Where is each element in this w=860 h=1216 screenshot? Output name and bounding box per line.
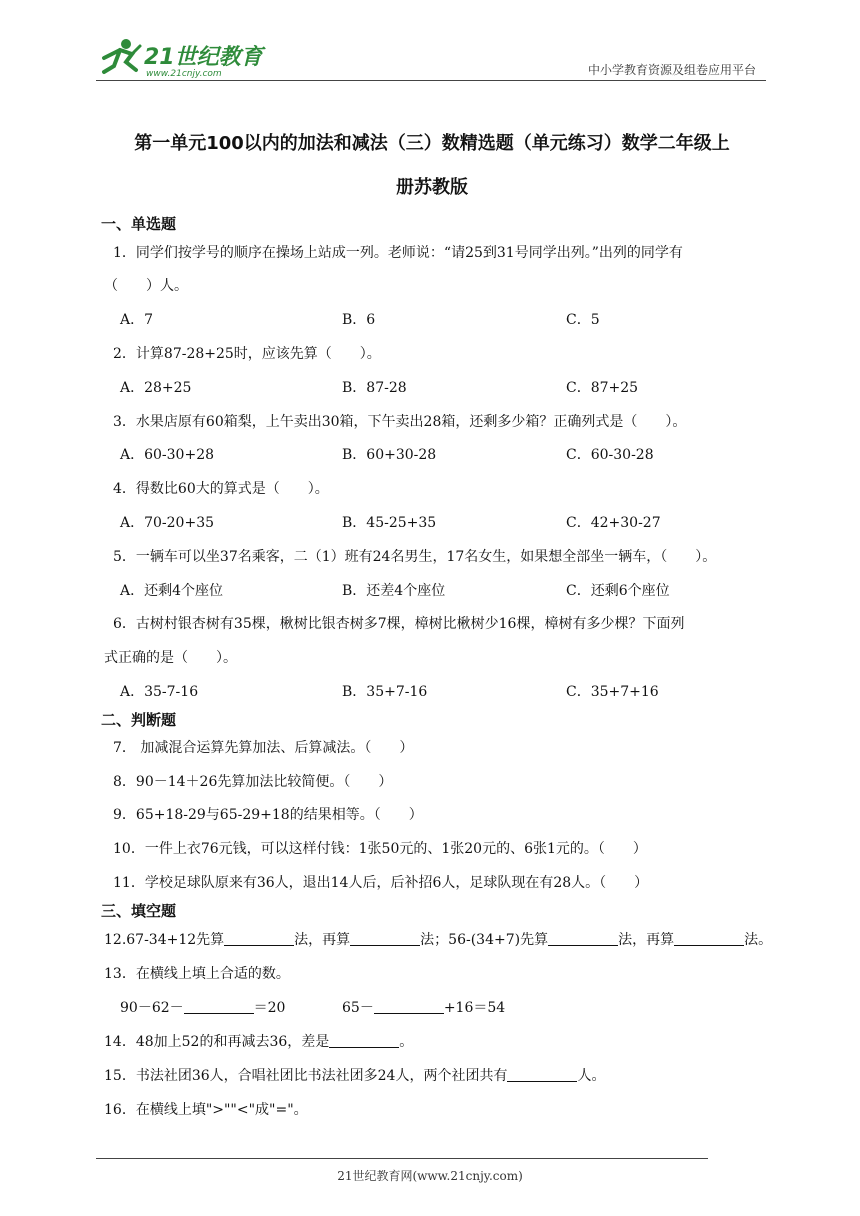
q4-option-a[interactable]: A．70-20+35 [120, 515, 215, 531]
q1-option-c[interactable]: C．5 [566, 312, 600, 328]
question-3: 3．水果店原有60箱梨，上午卖出30箱，下午卖出28箱，还剩多少箱？正确列式是（ ）。 [113, 414, 687, 430]
fill-12-text: 法，再算 [618, 932, 675, 948]
equation-text: 65－ [342, 1000, 374, 1016]
judgment-7: 7． 加减混合运算先算加法、后算减法。（ ） [113, 740, 414, 756]
q5-option-a[interactable]: A．还剩4个座位 [120, 583, 224, 599]
q2-option-a[interactable]: A．28+25 [120, 380, 192, 396]
fill-13-equation-2 [342, 997, 505, 1017]
judgment-9: 9．65+18-29与65-29+18的结果相等。（ ） [113, 807, 423, 823]
section-heading-true-false: 二、判断题 [101, 711, 177, 729]
fill-13-blank-1[interactable] [184, 999, 254, 1014]
fill-12-blank-2[interactable] [350, 931, 420, 946]
q4-option-b[interactable]: B．45-25+35 [342, 515, 437, 531]
question-1-line2: （ ）人。 [104, 278, 188, 294]
fill-14 [104, 1031, 413, 1051]
judgment-8: 8．90－14＋26先算加法比较简便。（ ） [113, 774, 393, 790]
equation-text: +16＝54 [443, 1000, 506, 1016]
equation-text: 90－62－ [120, 1000, 184, 1016]
question-4: 4．得数比60大的算式是（ ）。 [113, 481, 329, 497]
q3-option-a[interactable]: A．60-30+28 [120, 447, 215, 463]
fill-13-equation-1 [120, 997, 285, 1017]
fill-14-blank[interactable] [329, 1033, 399, 1048]
fill-12 [104, 929, 772, 949]
fill-15-text: 人。 [577, 1068, 606, 1084]
question-1-line1: 1．同学们按学号的顺序在操场上站成一列。老师说：“请25到31号同学出列。”出列的同学有 [113, 245, 683, 261]
judgment-11: 11．学校足球队原来有36人，退出14人后，后补招6人，足球队现在有28人。（ ） [113, 875, 649, 891]
section-heading-single-choice: 一、单选题 [101, 215, 177, 233]
equation-text: ＝20 [253, 1000, 286, 1016]
q3-option-c[interactable]: C．60-30-28 [566, 447, 654, 463]
fill-12-blank-4[interactable] [674, 931, 744, 946]
page-title: 第一单元100以内的加法和减法（三）数精选题（单元练习）数学二年级上 [134, 133, 730, 154]
fill-15-blank[interactable] [507, 1067, 577, 1082]
page-title-line2: 册苏教版 [396, 177, 468, 198]
platform-label: 中小学教育资源及组卷应用平台 [587, 63, 756, 77]
svg-text:www.21cnjy.com: www.21cnjy.com [146, 69, 222, 79]
question-6-line2: 式正确的是（ ）。 [104, 650, 237, 666]
q2-option-c[interactable]: C．87+25 [566, 380, 639, 396]
q6-option-a[interactable]: A．35-7-16 [120, 684, 199, 700]
fill-12-text: 法；56-(34+7)先算 [420, 932, 549, 948]
judgment-10: 10．一件上衣76元钱，可以这样付钱：1张50元的、1张20元的、6张1元的。（ ） [113, 841, 647, 857]
q5-option-b[interactable]: B．还差4个座位 [342, 583, 446, 599]
q4-option-c[interactable]: C．42+30-27 [566, 515, 661, 531]
svg-text:21世纪教育: 21世纪教育 [144, 45, 263, 70]
fill-15 [104, 1065, 605, 1085]
section-heading-fill-in: 三、填空题 [101, 902, 177, 920]
runner-logo-icon [96, 36, 266, 80]
fill-13: 13．在横线上填上合适的数。 [104, 966, 290, 982]
q1-option-a[interactable]: A．7 [120, 312, 154, 328]
header-divider [96, 80, 766, 81]
fill-12-text: 12.67-34+12先算 [104, 932, 225, 948]
fill-12-text: 法。 [744, 932, 773, 948]
q2-option-b[interactable]: B．87-28 [342, 380, 407, 396]
fill-14-text: 。 [399, 1034, 414, 1050]
fill-13-blank-2[interactable] [374, 999, 444, 1014]
footer-text: 21世纪教育网(www.21cnjy.com) [337, 1169, 523, 1183]
q5-option-c[interactable]: C．还剩6个座位 [566, 583, 670, 599]
q6-option-b[interactable]: B．35+7-16 [342, 684, 428, 700]
fill-12-blank-3[interactable] [548, 931, 618, 946]
footer-divider [96, 1158, 708, 1159]
fill-12-blank-1[interactable] [224, 931, 294, 946]
fill-15-text: 15．书法社团36人，合唱社团比书法社团多24人，两个社团共有 [104, 1068, 508, 1084]
question-6-line1: 6．古树村银杏树有35棵，楸树比银杏树多7棵，樟树比楸树少16棵，樟树有多少棵？下面列 [113, 616, 685, 632]
question-2: 2．计算87-28+25时，应该先算（ ）。 [113, 346, 381, 362]
fill-12-text: 法，再算 [294, 932, 351, 948]
fill-14-text: 14．48加上52的和再减去36，差是 [104, 1034, 330, 1050]
question-5: 5．一辆车可以坐37名乘客，二（1）班有24名男生，17名女生，如果想全部坐一辆车，（ ）。 [113, 549, 717, 565]
q3-option-b[interactable]: B．60+30-28 [342, 447, 437, 463]
logo [96, 36, 266, 80]
q6-option-c[interactable]: C．35+7+16 [566, 684, 659, 700]
fill-16: 16．在横线上填">""<"成"="。 [104, 1102, 308, 1118]
q1-option-b[interactable]: B．6 [342, 312, 376, 328]
